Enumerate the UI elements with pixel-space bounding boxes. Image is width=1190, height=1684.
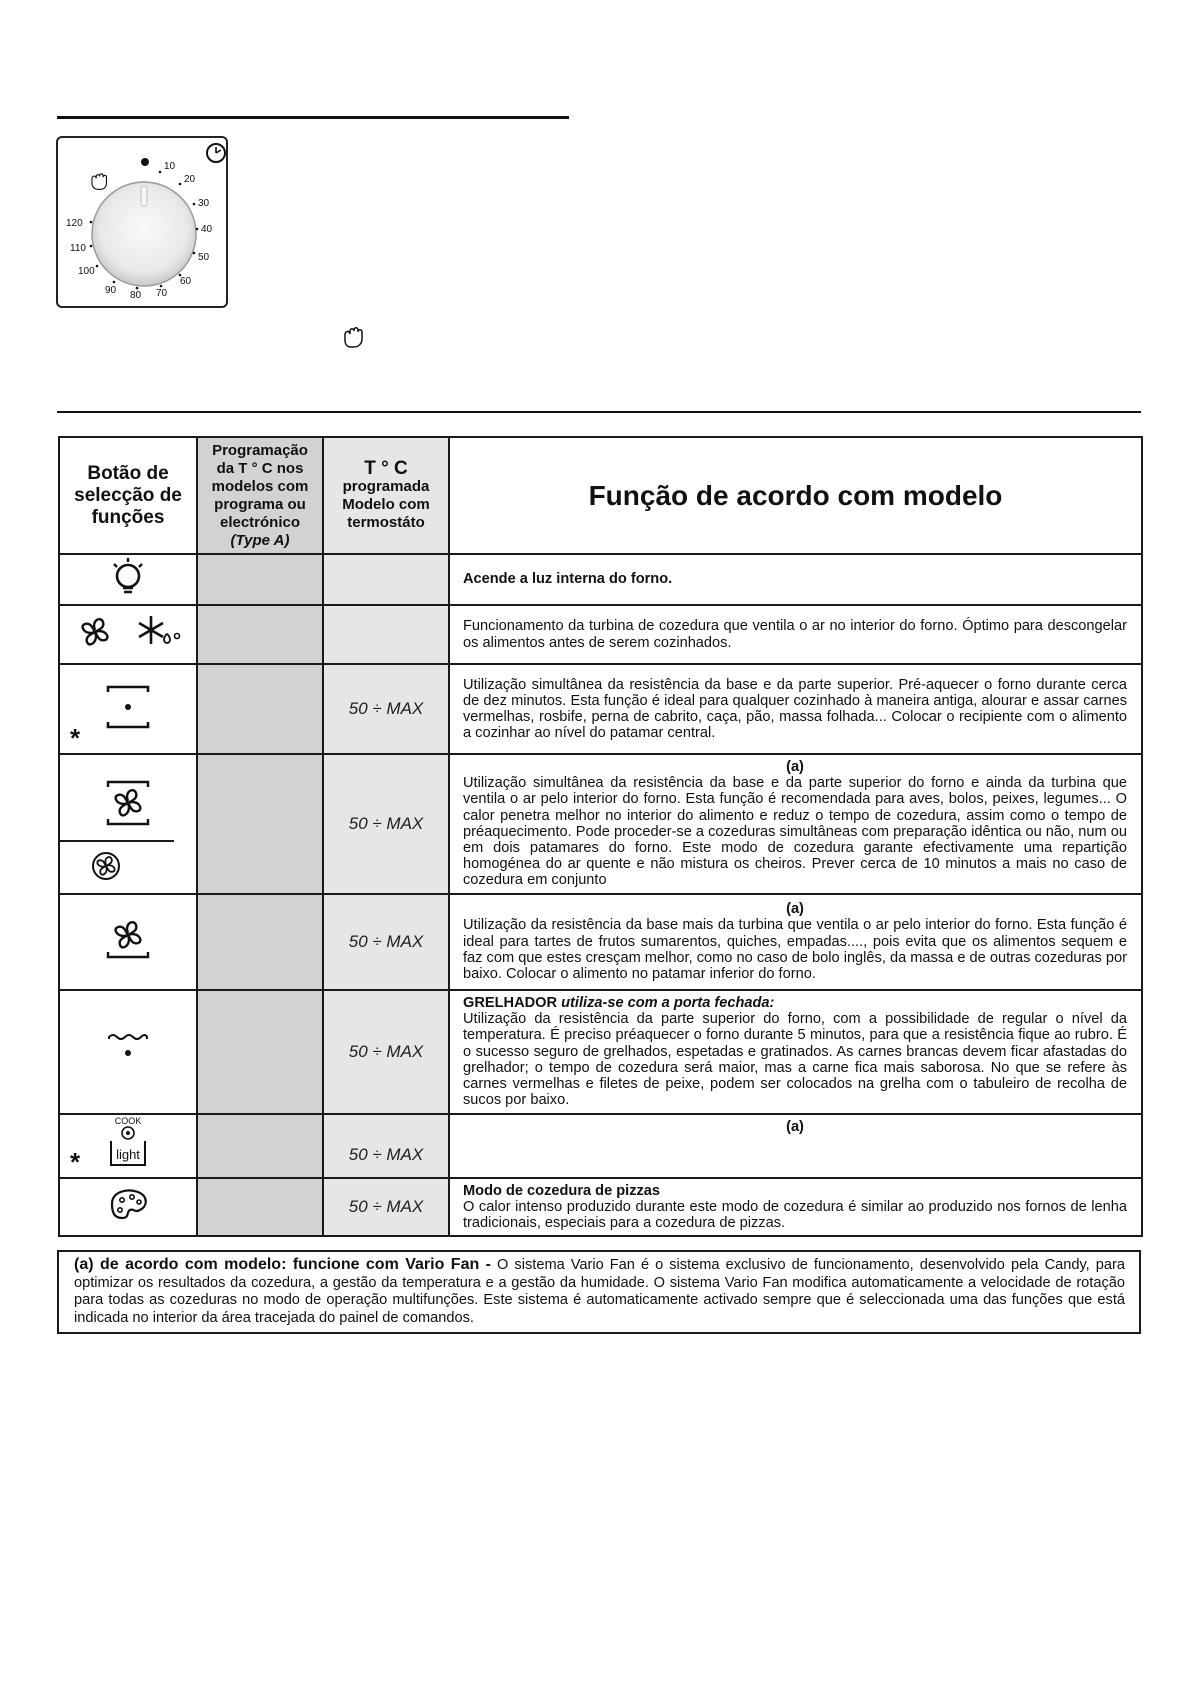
function-description: Utilização simultânea da resistência da base e da parte superior. Pré-aquecer o forno durante cerca de dez minutos. Esta função é ideal para qualquer cozinhado à maneira antiga, alourar e assar carnes vermelhas, rosbife, perna de cabrito, caça, pão, massa folhada... Colocar o recipiente com o alimento a cozinhar ao nível do patamar central. (449, 664, 1142, 754)
programming-cell (197, 1114, 323, 1178)
programming-cell (197, 754, 323, 894)
function-icon-cell (59, 664, 197, 754)
temperature-cell (323, 554, 449, 605)
tick-20: 20 (184, 174, 196, 185)
programming-cell (197, 664, 323, 754)
programming-cell (197, 1178, 323, 1237)
function-icon-cell (59, 1178, 197, 1237)
tick-50: 50 (198, 252, 210, 263)
temperature-cell (323, 605, 449, 664)
timer-dial-panel (56, 136, 228, 308)
tick-10: 10 (164, 161, 176, 172)
temperature-cell: 50 ÷ MAX (323, 754, 449, 894)
function-icon-cell (59, 990, 197, 1114)
function-description: Funcionamento da turbina de cozedura que ventila o ar no interior do forno. Óptimo para descongelar os alimentos antes de serem cozinhados. (449, 605, 1142, 664)
function-description: (a) Utilização simultânea da resistência da base e da parte superior do forno e ainda da turbina que ventila o ar pelo interior do forno. Esta função é recomendada para aves, bolos, peixes, legumes... O calor penetra melhor no interior do alimento e reduz o tempo de cozedura, assim como o tempo de préaquecimento. Pode proceder-se a cozeduras simultâneas com preparação idêntica ou não, num ou em dois patamares do forno. Este modo de cozedura garante efectivamente uma repartição homogénea do ar quente e não mistura os cheiros. Prever cerca de 10 minutos a mais no caso de cozedura em conjunto (449, 754, 1142, 894)
cook-light-icon (103, 1115, 153, 1171)
function-icon-cell (59, 894, 197, 990)
function-description: (a) (449, 1114, 1142, 1178)
tick-70: 70 (156, 288, 168, 299)
tick-120: 120 (66, 218, 83, 229)
table-row (59, 605, 1142, 664)
conventional-icon (103, 682, 153, 732)
fan-bottom-icon (100, 914, 156, 964)
tick-110: 110 (70, 243, 86, 254)
pizza-icon (104, 1184, 152, 1224)
function-icon-cell (59, 754, 197, 894)
temperature-cell: 50 ÷ MAX (323, 664, 449, 754)
programming-cell (197, 990, 323, 1114)
svg-text:light: light (116, 1147, 140, 1163)
table-row (59, 894, 1142, 990)
hand-icon (92, 174, 106, 190)
section-rule (57, 411, 1141, 413)
function-icon-cell (59, 554, 197, 605)
functions-table (58, 436, 1143, 1237)
programming-cell (197, 605, 323, 664)
temperature-cell: 50 ÷ MAX (323, 1178, 449, 1237)
footnote-text: O sistema Vario Fan é o sistema exclusivo de funcionamento, desenvolvido pela Candy, para optimizar os resultados da cozedura, a gestão da temperatura e a gestão da humidade. O sistema Vario Fan modifica automaticamente a velocidade de rotação para todas as cozeduras no modo de operação multifunções. Este sistema é automaticamente activado sempre que é seleccionada uma das funções que está indicada no interior da área tracejada do painel de comandos. (74, 1257, 1125, 1326)
tick-60: 60 (180, 276, 192, 287)
footnote-lead: (a) de acordo com modelo: funcione com Vario Fan - (74, 1256, 491, 1273)
programming-cell (197, 894, 323, 990)
temperature-cell: 50 ÷ MAX (323, 1114, 449, 1178)
temperature-cell: 50 ÷ MAX (323, 894, 449, 990)
tick-90: 90 (105, 285, 117, 296)
table-row (59, 990, 1142, 1114)
table-row (59, 554, 1142, 605)
table-row (59, 1114, 1142, 1178)
lamp-icon (106, 555, 150, 599)
function-description: (a) Utilização da resistência da base mais da turbina que ventila o ar pelo interior do forno. Esta função é ideal para tartes de frutos sumarentos, quiches, empadas...., pois evita que os alimentos sequem e faz com que estes cresçam melhor, como no caso de bolo inglês, da massa e de outras cozeduras por baixo. Colocar o alimento no patamar inferior do forno. (449, 894, 1142, 990)
star-marker: * (70, 1146, 81, 1177)
tick-30: 30 (198, 198, 210, 209)
icon-divider (60, 840, 174, 842)
function-icon-cell (59, 1114, 197, 1178)
table-row (59, 664, 1142, 754)
header-temperature: T ° C programada Modelo com termostáto (323, 437, 449, 554)
vario-fan-footnote (57, 1250, 1141, 1334)
table-header-row (59, 437, 1142, 554)
function-description: Acende a luz interna do forno. (449, 554, 1142, 605)
table-row (59, 754, 1142, 894)
star-marker: * (70, 723, 81, 753)
header-programming: Programação da T ° C nos modelos com programa ou electrónico (Type A) (197, 437, 323, 554)
hand-icon (342, 326, 364, 353)
svg-text:COOK: COOK (114, 1116, 142, 1127)
clock-icon (207, 144, 225, 162)
programming-cell (197, 554, 323, 605)
fan-defrost-icon (73, 612, 183, 652)
tick-40: 40 (201, 224, 213, 235)
grill-icon (103, 1029, 153, 1069)
temperature-cell: 50 ÷ MAX (323, 990, 449, 1114)
fan-ring-icon (90, 850, 122, 882)
fan-top-bottom-icon (100, 775, 156, 831)
knob-indicator (141, 186, 147, 206)
top-rule (57, 116, 569, 119)
header-function-button: Botão de selecção de funções (59, 437, 197, 554)
table-row (59, 1178, 1142, 1237)
function-icon-cell (59, 605, 197, 664)
function-description: Modo de cozedura de pizzas O calor intenso produzido durante este modo de cozedura é similar ao produzido nos fornos de lenha tradicionais, especiais para a cozedura de pizzas. (449, 1178, 1142, 1237)
dial-zero-dot (141, 158, 149, 166)
tick-80: 80 (130, 290, 142, 301)
header-function-description: Função de acordo com modelo (449, 437, 1142, 554)
function-description: GRELHADOR utiliza-se com a porta fechada: Utilização da resistência da parte superior do forno, com a possibilidade de regular o nível da temperatura. É preciso préaquecer o forno durante 5 minutos, para que a resistência fique ao rubro. É o sucesso seguro de grelhados, espetadas e gratinados. As carnes brancas devem ficar afastadas do grelhador; o tempo de cozedura será maior, mas a carne fica mais saborosa. No que se refere às carnes vermelhas e filetes de peixe, podem ser colocados na grelha com o tabuleiro de recolha de sucos por baixo. (449, 990, 1142, 1114)
tick-100: 100 (78, 266, 95, 277)
